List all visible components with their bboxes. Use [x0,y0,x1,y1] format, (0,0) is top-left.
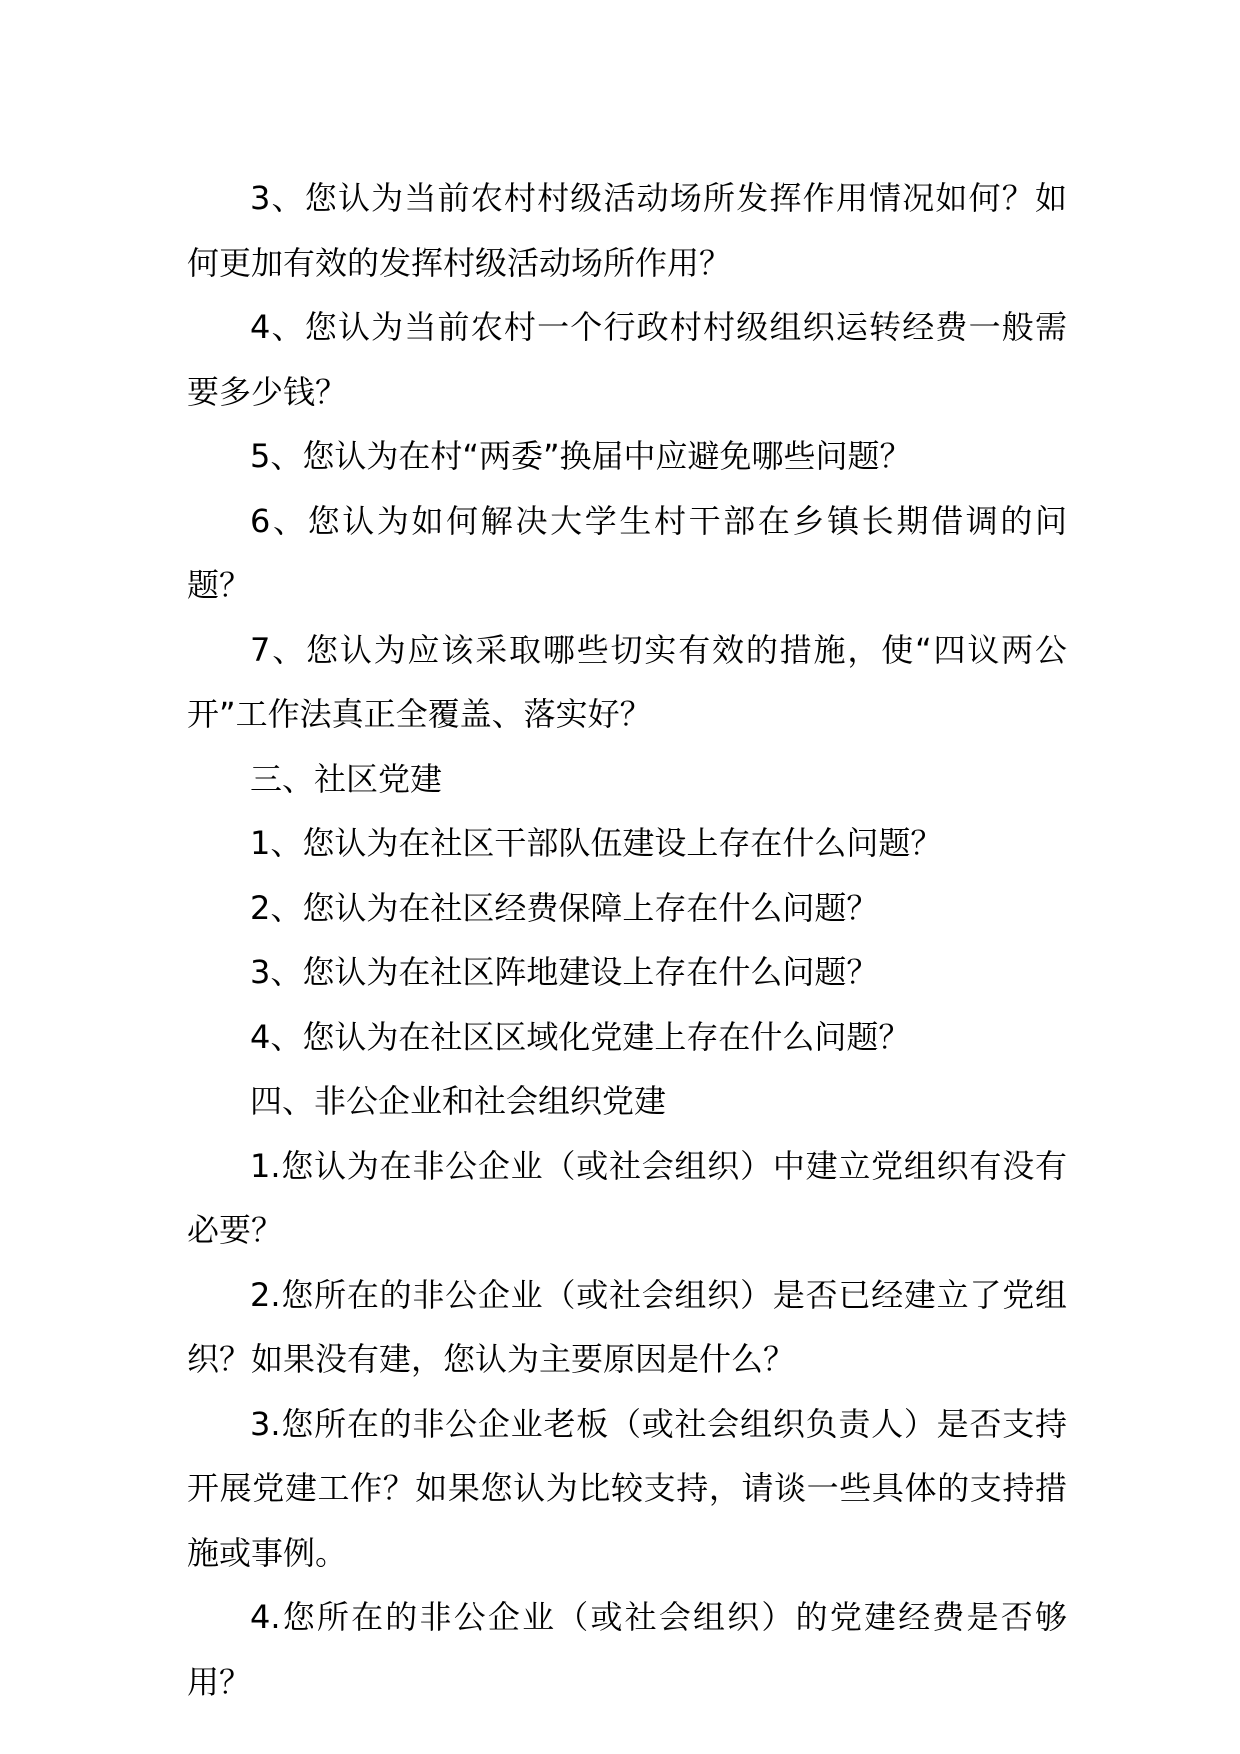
question-nonpublic-necessity: 1.您认为在非公企业（或社会组织）中建立党组织有没有必要？ [187,1146,1067,1249]
section-heading-community: 三、社区党建 [250,759,443,798]
question-graduate-officials: 6、您认为如何解决大学生村干部在乡镇长期借调的问题？ [187,501,1067,604]
question-village-venue: 3、您认为当前农村村级活动场所发挥作用情况如何？如何更加有效的发挥村级活动场所作用？ [187,179,1067,282]
question-community-funds: 2、您认为在社区经费保障上存在什么问题？ [250,888,879,927]
question-nonpublic-support: 3.您所在的非公企业老板（或社会组织负责人）是否支持开展党建工作？如果您认为比较支持，请谈一些具体的支持措施或事例。 [187,1404,1067,1572]
section-heading-nonpublic: 四、非公企业和社会组织党建 [250,1082,667,1120]
question-election-issues: 5、您认为在村“两委”换届中应避免哪些问题？ [250,437,912,475]
question-nonpublic-established: 2.您所在的非公企业（或社会组织）是否已经建立了党组织？如果没有建，您认为主要原因是什么？ [187,1275,1067,1378]
question-community-venues: 3、您认为在社区阵地建设上存在什么问题？ [250,953,879,991]
question-community-cadres: 1、您认为在社区干部队伍建设上存在什么问题？ [250,824,943,862]
question-community-regional: 4、您认为在社区区域化党建上存在什么问题？ [250,1017,911,1056]
question-village-funds: 4、您认为当前农村一个行政村村级组织运转经费一般需要多少钱？ [187,308,1067,411]
question-nonpublic-funds: 4.您所在的非公企业（或社会组织）的党建经费是否够用？ [187,1598,1067,1701]
question-four-two-method: 7、您认为应该采取哪些切实有效的措施，使“四议两公开”工作法真正全覆盖、落实好？ [187,630,1067,733]
document-body [187,166,1067,1714]
